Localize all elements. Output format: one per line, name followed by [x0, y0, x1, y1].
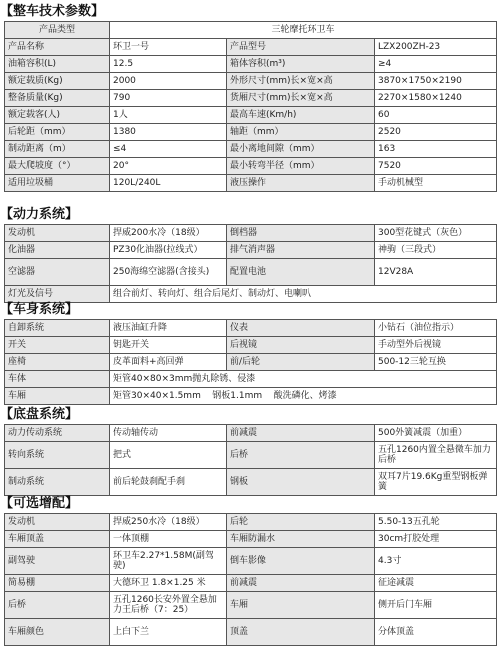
spec-label: 前减震 — [227, 425, 375, 442]
spec-value: 120L/240L — [110, 175, 227, 192]
spec-value: 传动轴传动 — [110, 425, 227, 442]
spec-label: 整备质量(Kg) — [5, 90, 110, 107]
section-title-overall: 【整车技术参数】 — [0, 4, 105, 19]
table-row — [5, 548, 497, 575]
spec-label: 自卸系统 — [5, 320, 110, 337]
table-row — [5, 354, 497, 371]
spec-value: 12V28A — [375, 259, 497, 286]
table-row — [5, 575, 497, 592]
spec-label: 车厢顶盖 — [5, 531, 110, 548]
spec-value: 一体顶棚 — [110, 531, 227, 548]
table-row — [5, 469, 497, 496]
spec-value: 30cm打胶处理 — [375, 531, 497, 548]
table-row — [5, 242, 497, 259]
spec-value: 前后轮鼓刹配手刹 — [110, 469, 227, 496]
spec-label: 钢板 — [227, 469, 375, 496]
spec-value: 捍威200水冷（18级） — [110, 225, 227, 242]
spec-value: 2000 — [110, 73, 227, 90]
spec-value: 钥匙开关 — [110, 337, 227, 354]
spec-label: 空滤器 — [5, 259, 110, 286]
spec-label: 油箱容积(L) — [5, 56, 110, 73]
spec-label: 额定载质(Kg) — [5, 73, 110, 90]
spec-value: 大德环卫 1.8×1.25 米 — [110, 575, 227, 592]
spec-label: 产品名称 — [5, 39, 110, 56]
table-row — [5, 225, 497, 242]
spec-value: 163 — [375, 141, 497, 158]
table-row — [5, 259, 497, 286]
spec-value: 皮革面料+高回弹 — [110, 354, 227, 371]
table-row — [5, 371, 497, 388]
spec-label: 最小离地间隙（mm） — [227, 141, 375, 158]
spec-value: 1人 — [110, 107, 227, 124]
spec-label: 化油器 — [5, 242, 110, 259]
table-row — [5, 514, 497, 531]
spec-value: 手动机械型 — [375, 175, 497, 192]
table-row — [5, 124, 497, 141]
section-title-power: 【动力系统】 — [0, 207, 79, 222]
table-row — [5, 22, 497, 39]
spec-label: 倒档器 — [227, 225, 375, 242]
spec-label: 最小转弯半径（mm） — [227, 158, 375, 175]
power-spec-table — [4, 224, 497, 303]
overall-spec-table — [4, 21, 497, 192]
spec-value: PZ30化油器(拉线式） — [110, 242, 227, 259]
spec-value: 液压油缸升降 — [110, 320, 227, 337]
spec-label: 箱体容积(m³) — [227, 56, 375, 73]
table-row — [5, 286, 497, 303]
spec-label: 最高车速(Km/h) — [227, 107, 375, 124]
spec-value: 3870×1750×2190 — [375, 73, 497, 90]
spec-value: 20° — [110, 158, 227, 175]
spec-label: 排气消声器 — [227, 242, 375, 259]
table-row — [5, 73, 497, 90]
spec-value: 环卫一号 — [110, 39, 227, 56]
spec-value: 捍威250水冷（18级） — [110, 514, 227, 531]
spec-label: 倒车影像 — [227, 548, 375, 575]
spec-label: 适用垃圾桶 — [5, 175, 110, 192]
spec-value: 组合前灯、转向灯、组合后尾灯、制动灯、电喇叭 — [110, 286, 497, 303]
spec-value: 790 — [110, 90, 227, 107]
table-row — [5, 56, 497, 73]
spec-value: 双耳7片19.6Kg重型钢板弹簧 — [375, 469, 497, 496]
body-spec-table — [4, 319, 497, 405]
spec-value: 矩管40×80×3mm抛丸除锈、侵漆 — [110, 371, 497, 388]
spec-value: ≤4 — [110, 141, 227, 158]
spec-label: 后桥 — [227, 442, 375, 469]
table-row — [5, 531, 497, 548]
spec-value: 500-12三轮互换 — [375, 354, 497, 371]
spec-label: 简易棚 — [5, 575, 110, 592]
table-row — [5, 442, 497, 469]
spec-label: 后视镜 — [227, 337, 375, 354]
options-spec-table — [4, 513, 497, 646]
spec-label: 车体 — [5, 371, 110, 388]
spec-value: 侧开后门车厢 — [375, 592, 497, 619]
spec-value: 2520 — [375, 124, 497, 141]
spec-label: 最大爬坡度（°） — [5, 158, 110, 175]
table-row — [5, 388, 497, 405]
spec-value: 五孔1260内置全悬微车加力后桥 — [375, 442, 497, 469]
table-row — [5, 337, 497, 354]
spec-value: 7520 — [375, 158, 497, 175]
table-row — [5, 425, 497, 442]
spec-value: 三轮摩托环卫车 — [110, 22, 497, 39]
spec-label: 副驾驶 — [5, 548, 110, 575]
table-row — [5, 158, 497, 175]
spec-value: 500外簧减震（加重） — [375, 425, 497, 442]
spec-label: 液压操作 — [227, 175, 375, 192]
spec-value: 5.50-13五孔轮 — [375, 514, 497, 531]
spec-label: 车厢防漏水 — [227, 531, 375, 548]
spec-label: 产品类型 — [5, 22, 110, 39]
spec-label: 顶盖 — [227, 619, 375, 646]
table-row — [5, 107, 497, 124]
spec-value: 分体顶盖 — [375, 619, 497, 646]
spec-label: 制动距离（m） — [5, 141, 110, 158]
spec-label: 前减震 — [227, 575, 375, 592]
spec-label: 额定载客(人) — [5, 107, 110, 124]
spec-value: 60 — [375, 107, 497, 124]
table-row — [5, 619, 497, 646]
spec-label: 发动机 — [5, 225, 110, 242]
spec-value: 250海绵空滤器(含接头) — [110, 259, 227, 286]
spec-label: 座椅 — [5, 354, 110, 371]
spec-value: ≥4 — [375, 56, 497, 73]
spec-value: 4.3寸 — [375, 548, 497, 575]
spec-value: 2270×1580×1240 — [375, 90, 497, 107]
spec-label: 后轮距（mm） — [5, 124, 110, 141]
spec-value: 300型花键式（灰色） — [375, 225, 497, 242]
spec-label: 动力传动系统 — [5, 425, 110, 442]
spec-value: 五孔1260长安外置全悬加力王后桥（7：25） — [110, 592, 227, 619]
spec-label: 开关 — [5, 337, 110, 354]
spec-value: 上白下兰 — [110, 619, 227, 646]
spec-label: 制动系统 — [5, 469, 110, 496]
section-title-body: 【车身系统】 — [0, 302, 79, 317]
table-row — [5, 141, 497, 158]
spec-label: 车厢 — [5, 388, 110, 405]
spec-label: 后桥 — [5, 592, 110, 619]
spec-label: 配置电池 — [227, 259, 375, 286]
spec-label: 车厢颜色 — [5, 619, 110, 646]
table-row — [5, 592, 497, 619]
table-row — [5, 175, 497, 192]
spec-value: 征途减震 — [375, 575, 497, 592]
spec-label: 货厢尺寸(mm)长×宽×高 — [227, 90, 375, 107]
section-title-chassis: 【底盘系统】 — [0, 407, 79, 422]
section-title-options: 【可选增配】 — [0, 496, 79, 511]
table-row — [5, 90, 497, 107]
spec-value: 神驹（三段式） — [375, 242, 497, 259]
table-row — [5, 39, 497, 56]
spec-label: 灯光及信号 — [5, 286, 110, 303]
spec-value: 把式 — [110, 442, 227, 469]
spec-value: 12.5 — [110, 56, 227, 73]
spec-value: LZX200ZH-23 — [375, 39, 497, 56]
spec-value: 手动型外后视镜 — [375, 337, 497, 354]
spec-label: 产品型号 — [227, 39, 375, 56]
table-row — [5, 320, 497, 337]
spec-label: 仪表 — [227, 320, 375, 337]
spec-value: 环卫车2.27*1.58M(副驾驶) — [110, 548, 227, 575]
spec-label: 转向系统 — [5, 442, 110, 469]
spec-label: 轴距（mm） — [227, 124, 375, 141]
spec-value: 小钻石（油位指示） — [375, 320, 497, 337]
spec-value: 1380 — [110, 124, 227, 141]
spec-label: 外形尺寸(mm)长×宽×高 — [227, 73, 375, 90]
spec-label: 发动机 — [5, 514, 110, 531]
spec-label: 后轮 — [227, 514, 375, 531]
chassis-spec-table — [4, 424, 497, 496]
spec-label: 车厢 — [227, 592, 375, 619]
spec-value: 矩管30×40×1.5mm 钢板1.1mm 酸洗磷化、烤漆 — [110, 388, 497, 405]
spec-label: 前/后轮 — [227, 354, 375, 371]
